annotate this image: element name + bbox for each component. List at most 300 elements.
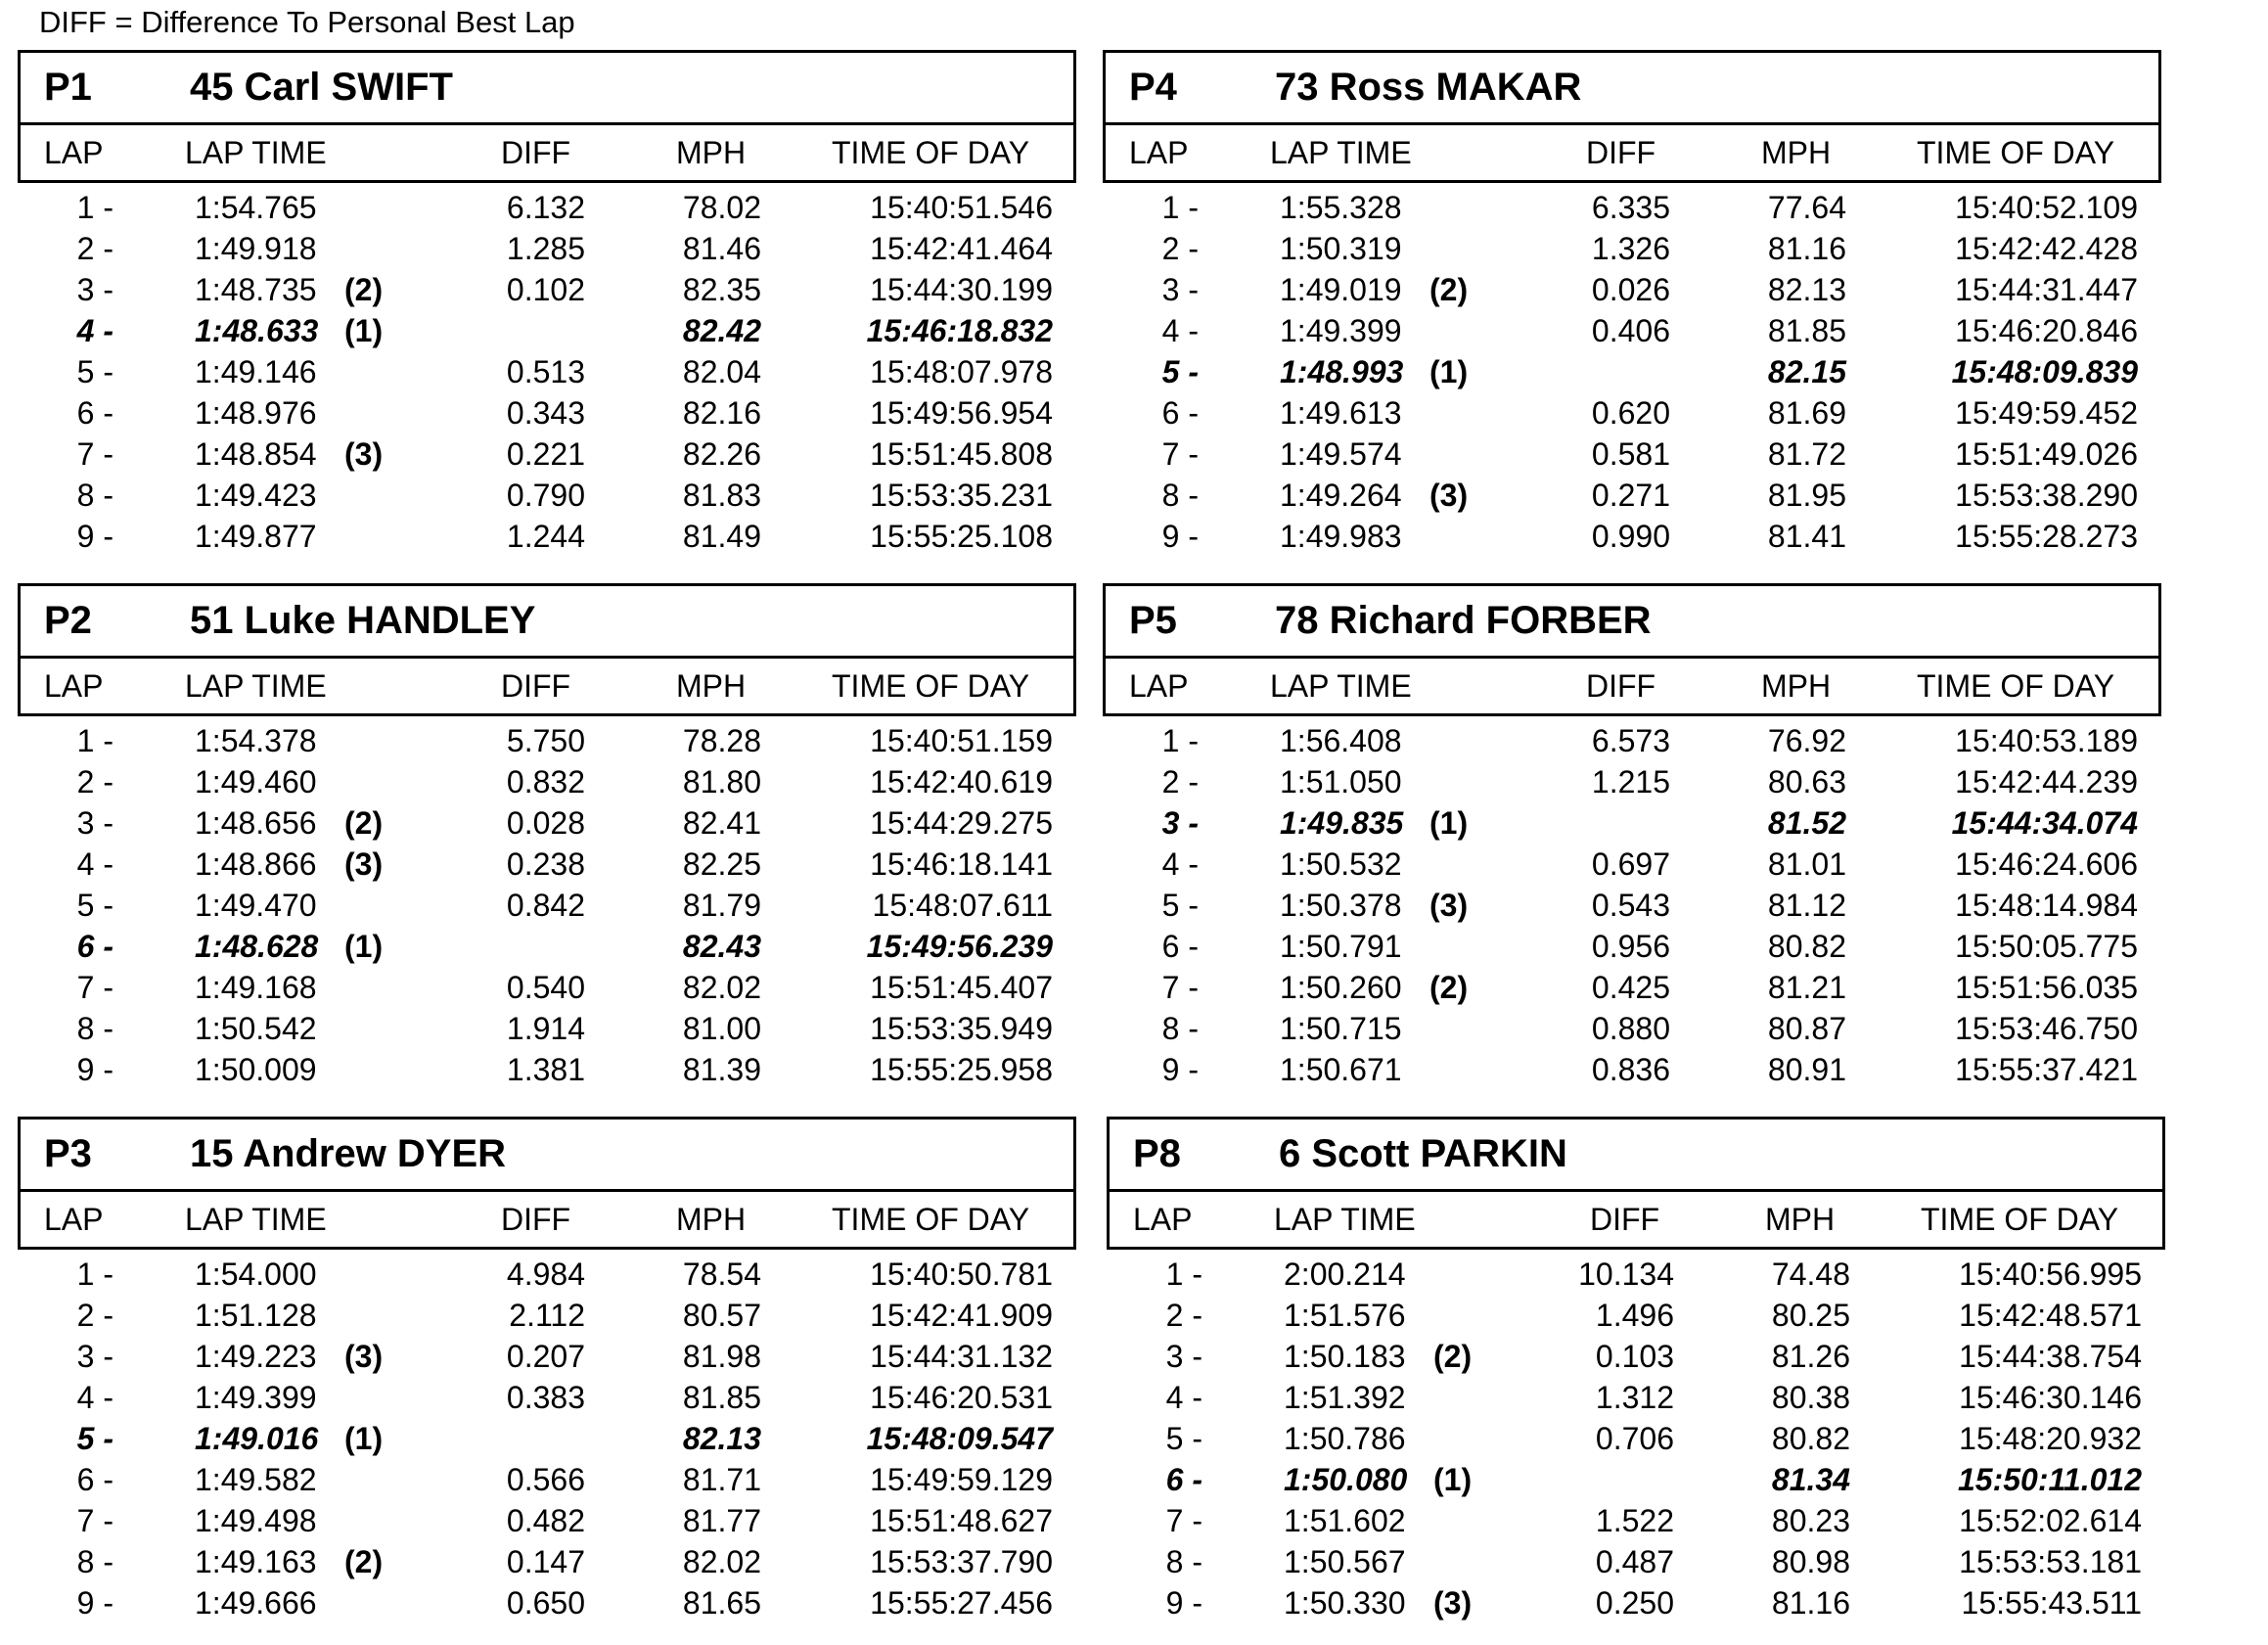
- lap-diff: 0.482: [506, 1503, 585, 1538]
- lap-mph: 81.71: [682, 1462, 761, 1497]
- lap-diff: 0.026: [1591, 272, 1670, 307]
- lap-mph: 80.82: [1771, 1421, 1850, 1456]
- lap-time-of-day: 15:46:20.846: [1955, 313, 2138, 348]
- lap-time-of-day: 15:55:27.456: [870, 1585, 1053, 1621]
- lap-time: 1:50.080: [1284, 1462, 1408, 1497]
- lap-number: 6 -: [1161, 395, 1199, 431]
- best-lap-row: [1107, 1459, 2163, 1500]
- best-lap-row: [18, 310, 1074, 351]
- column-header-time-of-day: TIME OF DAY: [1917, 135, 2115, 170]
- lap-number: 9 -: [1165, 1585, 1202, 1621]
- lap-number: 7 -: [76, 1503, 113, 1538]
- lap-diff: 0.103: [1595, 1339, 1674, 1374]
- lap-time-of-day: 15:52:02.614: [1959, 1503, 2142, 1538]
- lap-time: 1:49.877: [195, 519, 317, 554]
- best-lap-row: [18, 926, 1074, 967]
- lap-number: 8 -: [1161, 1011, 1199, 1046]
- lap-mph: 82.02: [682, 970, 761, 1005]
- lap-number: 1 -: [76, 1257, 113, 1292]
- lap-diff: 1.326: [1591, 231, 1670, 266]
- lap-time-of-day: 15:53:35.231: [870, 478, 1053, 513]
- lap-diff: 0.842: [506, 888, 585, 923]
- driver-block-p2: [18, 583, 1074, 1112]
- driver-header: [18, 50, 1076, 183]
- lap-mph: 82.43: [682, 929, 761, 964]
- lap-time-of-day: 15:40:50.781: [870, 1257, 1053, 1292]
- lap-diff: 0.706: [1595, 1421, 1674, 1456]
- lap-mph: 82.35: [682, 272, 761, 307]
- lap-time-of-day: 15:42:41.909: [870, 1298, 1053, 1333]
- driver-name: 78 Richard FORBER: [1275, 599, 1652, 642]
- lap-time-of-day: 15:42:44.239: [1955, 764, 2138, 800]
- lap-number: 4 -: [1161, 846, 1199, 882]
- lap-list: [18, 720, 1074, 1090]
- lap-number: 5 -: [76, 354, 113, 389]
- lap-mph: 78.54: [682, 1257, 761, 1292]
- lap-mph: 78.02: [682, 190, 761, 225]
- lap-time-of-day: 15:55:37.421: [1955, 1052, 2138, 1087]
- lap-time: 1:48.976: [195, 395, 317, 431]
- lap-time: 1:55.328: [1280, 190, 1402, 225]
- lap-rank: (2): [344, 805, 384, 841]
- lap-row: [1103, 761, 2159, 802]
- column-header-mph: MPH: [676, 135, 747, 170]
- lap-row: [1103, 885, 2159, 926]
- lap-time: 1:49.470: [195, 888, 317, 923]
- lap-row: [18, 392, 1074, 434]
- lap-time-of-day: 15:48:09.547: [866, 1421, 1053, 1456]
- lap-diff: 0.836: [1591, 1052, 1670, 1087]
- lap-row: [18, 1459, 1074, 1500]
- lap-diff: 6.573: [1591, 723, 1670, 758]
- lap-row: [18, 885, 1074, 926]
- lap-time: 1:50.715: [1280, 1011, 1402, 1046]
- column-header-lap-time: LAP TIME: [1274, 1202, 1416, 1237]
- lap-row: [1103, 926, 2159, 967]
- lap-time-of-day: 15:42:48.571: [1959, 1298, 2142, 1333]
- lap-diff: 0.147: [506, 1544, 585, 1579]
- lap-time-of-day: 15:49:59.452: [1955, 395, 2138, 431]
- lap-row: [1103, 187, 2159, 228]
- lap-time-of-day: 15:53:38.290: [1955, 478, 2138, 513]
- lap-diff: 0.990: [1591, 519, 1670, 554]
- lap-time: 1:50.378: [1280, 888, 1402, 923]
- lap-row: [18, 1500, 1074, 1541]
- lap-time-of-day: 15:55:43.511: [1961, 1585, 2142, 1621]
- lap-row: [18, 844, 1074, 885]
- lap-mph: 80.25: [1771, 1298, 1850, 1333]
- lap-mph: 80.57: [682, 1298, 761, 1333]
- lap-time: 1:50.330: [1284, 1585, 1406, 1621]
- lap-number: 5 -: [1161, 354, 1199, 389]
- column-header-time-of-day: TIME OF DAY: [832, 135, 1030, 170]
- lap-time: 1:49.016: [195, 1421, 319, 1456]
- column-header-time-of-day: TIME OF DAY: [832, 1202, 1030, 1237]
- lap-diff: 0.343: [506, 395, 585, 431]
- lap-number: 9 -: [1161, 519, 1199, 554]
- lap-mph: 77.64: [1767, 190, 1846, 225]
- lap-mph: 80.63: [1767, 764, 1846, 800]
- lap-time-of-day: 15:48:07.611: [872, 888, 1053, 923]
- lap-row: [1103, 392, 2159, 434]
- lap-number: 5 -: [1161, 888, 1199, 923]
- driver-block-p3: [18, 1117, 1074, 1645]
- lap-time-of-day: 15:46:30.146: [1959, 1380, 2142, 1415]
- lap-diff: 0.238: [506, 846, 585, 882]
- lap-time: 1:49.666: [195, 1585, 317, 1621]
- lap-mph: 80.91: [1767, 1052, 1846, 1087]
- lap-row: [18, 1541, 1074, 1582]
- lap-time: 1:49.582: [195, 1462, 317, 1497]
- finish-position: P8: [1133, 1132, 1181, 1175]
- lap-time-of-day: 15:46:24.606: [1955, 846, 2138, 882]
- lap-row: [18, 967, 1074, 1008]
- lap-row: [18, 1377, 1074, 1418]
- lap-time: 1:48.854: [195, 436, 317, 472]
- lap-number: 2 -: [76, 231, 113, 266]
- lap-number: 9 -: [1161, 1052, 1199, 1087]
- driver-header: [18, 583, 1076, 716]
- lap-row: [1107, 1254, 2163, 1295]
- lap-time: 1:49.574: [1280, 436, 1402, 472]
- lap-diff: 0.620: [1591, 395, 1670, 431]
- lap-time: 1:48.993: [1280, 354, 1404, 389]
- lap-diff: 1.215: [1591, 764, 1670, 800]
- driver-header: [1103, 50, 2161, 183]
- lap-diff: 0.425: [1591, 970, 1670, 1005]
- lap-time: 1:49.613: [1280, 395, 1402, 431]
- column-header-mph: MPH: [1761, 668, 1832, 704]
- lap-time-of-day: 15:46:18.141: [870, 846, 1053, 882]
- lap-time-of-day: 15:55:25.108: [870, 519, 1053, 554]
- lap-diff: 4.984: [506, 1257, 585, 1292]
- lap-mph: 81.98: [682, 1339, 761, 1374]
- lap-time-of-day: 15:46:20.531: [870, 1380, 1053, 1415]
- column-header-time-of-day: TIME OF DAY: [832, 668, 1030, 704]
- lap-list: [18, 187, 1074, 557]
- lap-number: 4 -: [76, 313, 113, 348]
- lap-diff: 0.880: [1591, 1011, 1670, 1046]
- column-header-lap: LAP: [44, 135, 104, 170]
- lap-mph: 81.77: [682, 1503, 761, 1538]
- lap-mph: 80.23: [1771, 1503, 1850, 1538]
- lap-mph: 81.52: [1767, 805, 1846, 841]
- lap-row: [1103, 1049, 2159, 1090]
- lap-rank: (3): [1429, 478, 1469, 513]
- lap-number: 7 -: [76, 970, 113, 1005]
- lap-rank: (3): [344, 436, 384, 472]
- lap-time-of-day: 15:50:11.012: [1958, 1462, 2142, 1497]
- best-lap-row: [1103, 802, 2159, 844]
- lap-time: 1:56.408: [1280, 723, 1402, 758]
- column-header-mph: MPH: [1761, 135, 1832, 170]
- lap-row: [1103, 720, 2159, 761]
- header-divider: [1106, 656, 2158, 659]
- lap-rank: (2): [1433, 1339, 1473, 1374]
- lap-diff: 2.112: [509, 1298, 585, 1333]
- lap-time: 1:50.791: [1280, 929, 1402, 964]
- lap-row: [18, 1582, 1074, 1623]
- lap-diff: 10.134: [1578, 1257, 1674, 1292]
- lap-rank: (2): [1429, 272, 1469, 307]
- lap-time-of-day: 15:44:30.199: [870, 272, 1053, 307]
- lap-time: 1:51.602: [1284, 1503, 1406, 1538]
- lap-number: 5 -: [76, 888, 113, 923]
- lap-rank: (3): [1429, 888, 1469, 923]
- lap-row: [18, 720, 1074, 761]
- lap-number: 7 -: [1161, 970, 1199, 1005]
- lap-time-of-day: 15:40:51.159: [870, 723, 1053, 758]
- lap-time: 1:50.671: [1280, 1052, 1402, 1087]
- lap-number: 8 -: [1161, 478, 1199, 513]
- lap-time-of-day: 15:44:31.447: [1955, 272, 2138, 307]
- lap-diff: 0.221: [506, 436, 585, 472]
- lap-mph: 82.02: [682, 1544, 761, 1579]
- lap-rank: (2): [344, 272, 384, 307]
- lap-number: 4 -: [1165, 1380, 1202, 1415]
- driver-name: 51 Luke HANDLEY: [190, 599, 536, 642]
- column-header-lap: LAP: [1129, 135, 1189, 170]
- lap-list: [18, 1254, 1074, 1623]
- lap-rank: (3): [1433, 1585, 1473, 1621]
- lap-row: [18, 475, 1074, 516]
- lap-diff: 0.513: [506, 354, 585, 389]
- lap-number: 4 -: [1161, 313, 1199, 348]
- lap-time: 1:51.576: [1284, 1298, 1406, 1333]
- column-header-time-of-day: TIME OF DAY: [1921, 1202, 2119, 1237]
- column-header-lap-time: LAP TIME: [1270, 668, 1412, 704]
- lap-diff: 0.540: [506, 970, 585, 1005]
- lap-rank: (1): [344, 313, 384, 348]
- lap-number: 6 -: [76, 929, 113, 964]
- lap-number: 1 -: [76, 190, 113, 225]
- lap-number: 6 -: [1161, 929, 1199, 964]
- lap-row: [18, 516, 1074, 557]
- lap-diff: 1.285: [506, 231, 585, 266]
- lap-rank: (1): [1433, 1462, 1473, 1497]
- lap-mph: 80.87: [1767, 1011, 1846, 1046]
- lap-number: 8 -: [76, 1011, 113, 1046]
- driver-name: 15 Andrew DYER: [190, 1132, 507, 1175]
- lap-diff: 0.956: [1591, 929, 1670, 964]
- lap-time: 1:49.223: [195, 1339, 317, 1374]
- lap-row: [1103, 475, 2159, 516]
- lap-number: 4 -: [76, 846, 113, 882]
- lap-row: [1103, 844, 2159, 885]
- lap-row: [18, 1008, 1074, 1049]
- lap-time: 1:49.019: [1280, 272, 1402, 307]
- lap-mph: 81.69: [1767, 395, 1846, 431]
- lap-time: 1:49.168: [195, 970, 317, 1005]
- lap-time-of-day: 15:44:29.275: [870, 805, 1053, 841]
- lap-diff: 0.790: [506, 478, 585, 513]
- lap-number: 9 -: [76, 519, 113, 554]
- lap-time-of-day: 15:51:48.627: [870, 1503, 1053, 1538]
- lap-time: 1:49.163: [195, 1544, 317, 1579]
- driver-header: [18, 1117, 1076, 1250]
- best-lap-row: [1103, 351, 2159, 392]
- lap-time-of-day: 15:42:40.619: [870, 764, 1053, 800]
- lap-diff: 0.028: [506, 805, 585, 841]
- lap-diff: 0.697: [1591, 846, 1670, 882]
- lap-diff: 1.522: [1595, 1503, 1674, 1538]
- lap-row: [18, 1254, 1074, 1295]
- lap-number: 2 -: [1165, 1298, 1202, 1333]
- driver-block-p1: [18, 50, 1074, 578]
- driver-block-p4: [1103, 50, 2159, 578]
- lap-time: 1:54.000: [195, 1257, 317, 1292]
- lap-diff: 6.132: [506, 190, 585, 225]
- column-header-lap: LAP: [1133, 1202, 1193, 1237]
- driver-header: [1103, 583, 2161, 716]
- lap-mph: 80.38: [1771, 1380, 1850, 1415]
- lap-time-of-day: 15:40:51.546: [870, 190, 1053, 225]
- lap-mph: 81.34: [1771, 1462, 1850, 1497]
- column-header-lap: LAP: [44, 1202, 104, 1237]
- lap-number: 7 -: [1165, 1503, 1202, 1538]
- lap-row: [18, 1336, 1074, 1377]
- lap-row: [18, 228, 1074, 269]
- lap-row: [1107, 1500, 2163, 1541]
- lap-number: 5 -: [1165, 1421, 1202, 1456]
- lap-number: 3 -: [1161, 272, 1199, 307]
- lap-time-of-day: 15:49:56.239: [866, 929, 1053, 964]
- lap-row: [1103, 310, 2159, 351]
- column-header-diff: DIFF: [1586, 668, 1656, 704]
- lap-row: [1107, 1336, 2163, 1377]
- lap-number: 8 -: [1165, 1544, 1202, 1579]
- lap-time-of-day: 15:51:56.035: [1955, 970, 2138, 1005]
- lap-list: [1103, 720, 2159, 1090]
- lap-rank: (1): [1429, 805, 1469, 841]
- lap-mph: 81.01: [1767, 846, 1846, 882]
- lap-number: 8 -: [76, 478, 113, 513]
- best-lap-row: [18, 1418, 1074, 1459]
- column-header-diff: DIFF: [1590, 1202, 1660, 1237]
- lap-time-of-day: 15:40:56.995: [1959, 1257, 2142, 1292]
- lap-mph: 81.65: [682, 1585, 761, 1621]
- lap-number: 7 -: [1161, 436, 1199, 472]
- column-header-lap-time: LAP TIME: [185, 135, 327, 170]
- lap-row: [1103, 967, 2159, 1008]
- lap-time-of-day: 15:48:20.932: [1959, 1421, 2142, 1456]
- lap-number: 1 -: [1161, 723, 1199, 758]
- lap-time: 1:50.009: [195, 1052, 317, 1087]
- lap-row: [18, 802, 1074, 844]
- lap-row: [1103, 516, 2159, 557]
- lap-mph: 80.82: [1767, 929, 1846, 964]
- column-header-lap-time: LAP TIME: [185, 668, 327, 704]
- lap-mph: 81.83: [682, 478, 761, 513]
- lap-time: 1:49.835: [1280, 805, 1404, 841]
- lap-mph: 76.92: [1767, 723, 1846, 758]
- lap-time: 1:50.183: [1284, 1339, 1406, 1374]
- lap-mph: 82.42: [682, 313, 761, 348]
- lap-number: 1 -: [1165, 1257, 1202, 1292]
- lap-mph: 81.85: [682, 1380, 761, 1415]
- lap-time-of-day: 15:42:41.464: [870, 231, 1053, 266]
- lap-row: [18, 187, 1074, 228]
- lap-time: 2:00.214: [1284, 1257, 1406, 1292]
- column-header-diff: DIFF: [1586, 135, 1656, 170]
- column-header-lap: LAP: [44, 668, 104, 704]
- lap-diff: 0.650: [506, 1585, 585, 1621]
- lap-row: [1103, 228, 2159, 269]
- lap-diff: 1.914: [506, 1011, 585, 1046]
- lap-mph: 81.00: [682, 1011, 761, 1046]
- lap-list: [1107, 1254, 2163, 1623]
- lap-row: [1107, 1582, 2163, 1623]
- lap-number: 1 -: [76, 723, 113, 758]
- column-header-lap-time: LAP TIME: [185, 1202, 327, 1237]
- lap-time-of-day: 15:53:37.790: [870, 1544, 1053, 1579]
- lap-time-of-day: 15:44:34.074: [1951, 805, 2138, 841]
- lap-row: [1107, 1377, 2163, 1418]
- lap-time-of-day: 15:48:07.978: [870, 354, 1053, 389]
- lap-rank: (1): [344, 929, 384, 964]
- lap-time: 1:50.319: [1280, 231, 1402, 266]
- lap-row: [18, 434, 1074, 475]
- lap-time-of-day: 15:48:14.984: [1955, 888, 2138, 923]
- lap-time: 1:48.735: [195, 272, 317, 307]
- lap-mph: 78.28: [682, 723, 761, 758]
- lap-row: [18, 761, 1074, 802]
- lap-mph: 81.21: [1767, 970, 1846, 1005]
- lap-mph: 81.79: [682, 888, 761, 923]
- lap-number: 9 -: [76, 1052, 113, 1087]
- lap-time-of-day: 15:51:45.407: [870, 970, 1053, 1005]
- driver-name: 45 Carl SWIFT: [190, 66, 453, 109]
- finish-position: P1: [44, 66, 92, 109]
- lap-number: 3 -: [1165, 1339, 1202, 1374]
- column-header-time-of-day: TIME OF DAY: [1917, 668, 2115, 704]
- lap-time-of-day: 15:46:18.832: [866, 313, 1053, 348]
- lap-diff: 1.496: [1595, 1298, 1674, 1333]
- lap-time-of-day: 15:53:53.181: [1959, 1544, 2142, 1579]
- lap-number: 3 -: [1161, 805, 1199, 841]
- header-divider: [21, 1189, 1073, 1192]
- diff-legend-note: DIFF = Difference To Personal Best Lap: [39, 5, 575, 39]
- driver-name: 73 Ross MAKAR: [1275, 66, 1582, 109]
- lap-time-of-day: 15:55:25.958: [870, 1052, 1053, 1087]
- lap-number: 7 -: [76, 436, 113, 472]
- lap-mph: 82.13: [1767, 272, 1846, 307]
- lap-mph: 81.12: [1767, 888, 1846, 923]
- lap-number: 8 -: [76, 1544, 113, 1579]
- lap-diff: 0.543: [1591, 888, 1670, 923]
- lap-diff: 1.381: [506, 1052, 585, 1087]
- header-divider: [21, 656, 1073, 659]
- lap-mph: 81.72: [1767, 436, 1846, 472]
- finish-position: P5: [1129, 599, 1177, 642]
- lap-diff: 0.207: [506, 1339, 585, 1374]
- column-header-mph: MPH: [1765, 1202, 1836, 1237]
- lap-row: [1103, 434, 2159, 475]
- lap-time: 1:49.460: [195, 764, 317, 800]
- column-header-diff: DIFF: [501, 668, 571, 704]
- finish-position: P3: [44, 1132, 92, 1175]
- column-header-diff: DIFF: [501, 1202, 571, 1237]
- column-header-mph: MPH: [676, 1202, 747, 1237]
- lap-diff: 0.102: [506, 272, 585, 307]
- lap-time-of-day: 15:55:28.273: [1955, 519, 2138, 554]
- lap-time: 1:50.567: [1284, 1544, 1406, 1579]
- finish-position: P2: [44, 599, 92, 642]
- lap-number: 2 -: [76, 764, 113, 800]
- lap-time-of-day: 15:49:59.129: [870, 1462, 1053, 1497]
- driver-header: [1107, 1117, 2165, 1250]
- lap-diff: 5.750: [506, 723, 585, 758]
